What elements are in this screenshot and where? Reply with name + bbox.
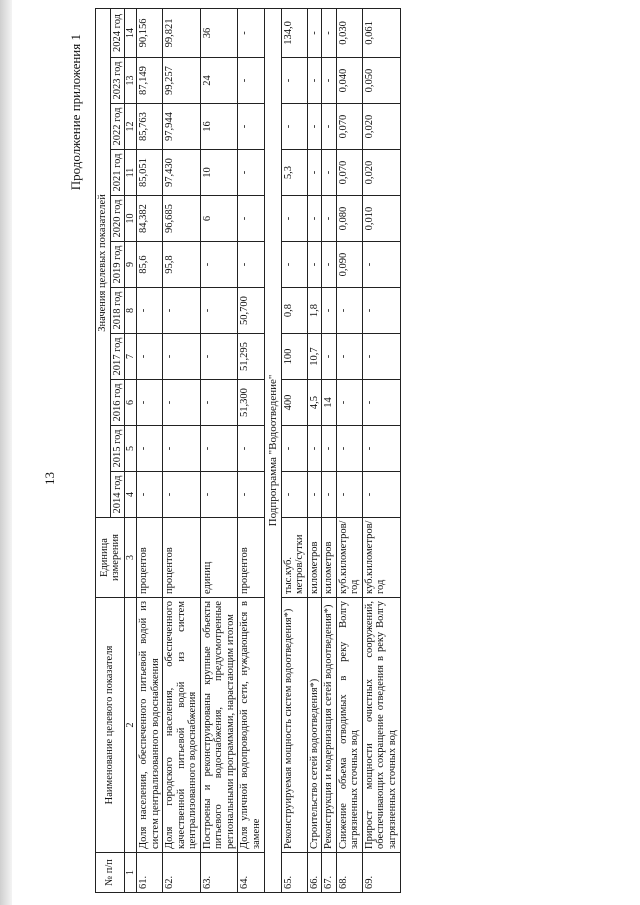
indicator-value: - — [307, 472, 322, 518]
indicator-value: 99,257 — [163, 58, 201, 104]
header-year: 2023 год — [110, 58, 125, 104]
indicator-value: 0,080 — [336, 196, 362, 242]
page-number: 13 — [42, 472, 57, 485]
indicator-value: - — [281, 242, 307, 288]
table-row — [238, 8, 264, 892]
row-number: 62. — [163, 853, 201, 893]
indicator-value: - — [163, 426, 201, 472]
indicator-value: - — [281, 472, 307, 518]
indicator-value: - — [200, 242, 238, 288]
indicator-value: 0,010 — [362, 196, 400, 242]
indicator-name: Построены и реконструированы крупные объекты питьевого водоснабжения, предусмотренные региональными программами, нарастающим итогом — [200, 598, 238, 853]
indicator-value: - — [322, 104, 337, 150]
indicator-value: 84,382 — [137, 196, 163, 242]
indicator-value: - — [200, 334, 238, 380]
header-col-number: 13 — [125, 58, 137, 104]
table-row — [163, 8, 201, 892]
indicator-value: - — [336, 288, 362, 334]
indicator-value: - — [362, 288, 400, 334]
indicator-value: - — [307, 242, 322, 288]
row-number: 69. — [362, 853, 400, 893]
indicator-value: - — [238, 242, 264, 288]
subprogram-title: Подпрограмма "Водоотведение" — [264, 8, 281, 892]
indicator-value: - — [238, 150, 264, 196]
indicator-value: 85,6 — [137, 242, 163, 288]
indicator-value: 85,763 — [137, 104, 163, 150]
indicator-value: - — [137, 426, 163, 472]
indicator-unit: тыс.куб. метров/сутки — [281, 518, 307, 598]
table-row — [322, 8, 337, 892]
row-number: 64. — [238, 853, 264, 893]
header-year: 2022 год — [110, 104, 125, 150]
indicator-value: 0,030 — [336, 8, 362, 57]
indicator-value: 5,3 — [281, 150, 307, 196]
indicator-value: 96,685 — [163, 196, 201, 242]
indicator-value: - — [322, 242, 337, 288]
indicator-value: - — [281, 426, 307, 472]
indicator-value: 24 — [200, 58, 238, 104]
indicator-value: - — [362, 380, 400, 426]
indicator-value: - — [362, 242, 400, 288]
indicator-value: - — [238, 8, 264, 57]
indicator-value: 97,430 — [163, 150, 201, 196]
header-year: 2024 год — [110, 8, 125, 57]
header-unit: Единица измерения — [96, 518, 125, 598]
indicator-value: 10 — [200, 150, 238, 196]
header-year: 2019 год — [110, 242, 125, 288]
header-year: 2021 год — [110, 150, 125, 196]
indicator-value: 87,149 — [137, 58, 163, 104]
indicator-value: 10,7 — [307, 334, 322, 380]
indicator-name: Реконструкция и модернизация сетей водоотведения*) — [322, 598, 337, 853]
indicator-value: 85,051 — [137, 150, 163, 196]
row-number: 63. — [200, 853, 238, 893]
header-year: 2016 год — [110, 380, 125, 426]
row-number: 66. — [307, 853, 322, 893]
header-col-number: 9 — [125, 242, 137, 288]
indicator-unit: километров — [322, 518, 337, 598]
indicator-value: - — [307, 104, 322, 150]
indicator-value: 0,061 — [362, 8, 400, 57]
table-row — [137, 8, 163, 892]
indicator-value: - — [163, 334, 201, 380]
indicator-name: Доля городского населения, обеспеченного качественной питьевой водой из систем централизованного водоснабжения — [163, 598, 201, 853]
table-row — [336, 8, 362, 892]
indicator-value: - — [137, 472, 163, 518]
header-col-number: 2 — [125, 598, 137, 853]
indicator-value: 4,5 — [307, 380, 322, 426]
indicator-value: 1,8 — [307, 288, 322, 334]
indicator-value: - — [322, 196, 337, 242]
row-number: 61. — [137, 853, 163, 893]
indicator-unit: километров — [307, 518, 322, 598]
indicator-value: 0,070 — [336, 150, 362, 196]
indicator-value: - — [238, 472, 264, 518]
indicator-value: - — [307, 426, 322, 472]
header-col-number: 7 — [125, 334, 137, 380]
indicator-value: - — [307, 150, 322, 196]
header-col-number: 14 — [125, 8, 137, 57]
indicator-value: - — [137, 288, 163, 334]
indicator-value: - — [200, 288, 238, 334]
indicator-unit: куб.километров/год — [362, 518, 400, 598]
indicator-value: 400 — [281, 380, 307, 426]
indicator-value: - — [281, 196, 307, 242]
indicator-value: 51,295 — [238, 334, 264, 380]
indicator-name: Доля населения, обеспеченного питьевой водой из систем централизованного водоснабжения — [137, 598, 163, 853]
indicator-name: Строительство сетей водоотведения*) — [307, 598, 322, 853]
indicator-value: 0,8 — [281, 288, 307, 334]
target-indicators-table — [95, 8, 401, 893]
indicator-name: Реконструируемая мощность систем водоотведения*) — [281, 598, 307, 853]
indicator-name: Доля уличной водопроводной сети, нуждающейся в замене — [238, 598, 264, 853]
indicator-value: 100 — [281, 334, 307, 380]
continuation-label: Продолжение приложения 1 — [68, 34, 83, 191]
table-row — [307, 8, 322, 892]
indicator-value: - — [238, 426, 264, 472]
indicator-value: 14 — [322, 380, 337, 426]
header-col-number: 5 — [125, 426, 137, 472]
header-values-group: Значения целевых показателей — [96, 8, 111, 517]
indicator-value: - — [322, 334, 337, 380]
indicator-value: 0,020 — [362, 150, 400, 196]
indicator-value: 6 — [200, 196, 238, 242]
header-year: 2020 год — [110, 196, 125, 242]
header-col-number: 11 — [125, 150, 137, 196]
header-col-number: 1 — [125, 853, 137, 893]
indicator-value: 16 — [200, 104, 238, 150]
indicator-value: 0,090 — [336, 242, 362, 288]
indicator-value: - — [362, 426, 400, 472]
indicator-unit: процентов — [163, 518, 201, 598]
header-col-number: 4 — [125, 472, 137, 518]
indicator-value: - — [163, 472, 201, 518]
table-row — [362, 8, 400, 892]
indicator-value: - — [163, 380, 201, 426]
indicator-value: 0,040 — [336, 58, 362, 104]
indicator-value: - — [322, 426, 337, 472]
indicator-value: - — [336, 426, 362, 472]
indicator-value: - — [137, 334, 163, 380]
indicator-value: - — [322, 58, 337, 104]
indicator-name: Прирост мощности очистных сооружений, обеспечивающих сокращение отведения в реку Волгу загрязненных сточных вод — [362, 598, 400, 853]
indicator-value: - — [307, 8, 322, 57]
indicator-value: 97,944 — [163, 104, 201, 150]
indicator-value: - — [307, 196, 322, 242]
header-col-number: 3 — [125, 518, 137, 598]
indicator-value: - — [238, 104, 264, 150]
header-year: 2017 год — [110, 334, 125, 380]
indicator-value: - — [336, 334, 362, 380]
indicator-value: - — [322, 150, 337, 196]
indicator-value: - — [362, 472, 400, 518]
header-year: 2018 год — [110, 288, 125, 334]
header-col-number: 12 — [125, 104, 137, 150]
header-num: № п/п — [96, 853, 125, 893]
row-number: 67. — [322, 853, 337, 893]
indicator-value: 0,070 — [336, 104, 362, 150]
indicator-value: - — [336, 472, 362, 518]
table-row — [200, 8, 238, 892]
indicator-value: - — [322, 472, 337, 518]
indicator-value: 0,050 — [362, 58, 400, 104]
indicator-value: 95,8 — [163, 242, 201, 288]
indicator-value: - — [238, 58, 264, 104]
row-number: 65. — [281, 853, 307, 893]
indicator-value: - — [238, 196, 264, 242]
indicator-value: - — [281, 58, 307, 104]
row-number: 68. — [336, 853, 362, 893]
indicator-value: - — [322, 8, 337, 57]
header-name: Наименование целевого показателя — [96, 598, 125, 853]
indicator-value: - — [200, 472, 238, 518]
table-row — [281, 8, 307, 892]
header-year: 2014 год — [110, 472, 125, 518]
header-col-number: 10 — [125, 196, 137, 242]
indicator-value: 134,0 — [281, 8, 307, 57]
indicator-value: 50,700 — [238, 288, 264, 334]
indicator-unit: процентов — [137, 518, 163, 598]
indicator-value: - — [362, 334, 400, 380]
indicator-unit: процентов — [238, 518, 264, 598]
indicator-unit: куб.километров/год — [336, 518, 362, 598]
indicator-value: - — [307, 58, 322, 104]
indicator-value: - — [163, 288, 201, 334]
indicator-value: - — [336, 380, 362, 426]
indicator-value: - — [200, 426, 238, 472]
indicator-value: - — [281, 104, 307, 150]
indicator-value: 51,300 — [238, 380, 264, 426]
indicator-value: 0,020 — [362, 104, 400, 150]
header-year: 2015 год — [110, 426, 125, 472]
indicator-value: - — [137, 380, 163, 426]
indicator-value: 99,821 — [163, 8, 201, 57]
indicator-unit: единиц — [200, 518, 238, 598]
indicator-value: - — [322, 288, 337, 334]
indicator-value: 90,156 — [137, 8, 163, 57]
indicator-value: 36 — [200, 8, 238, 57]
header-col-number: 6 — [125, 380, 137, 426]
header-col-number: 8 — [125, 288, 137, 334]
indicator-value: - — [200, 380, 238, 426]
indicator-name: Снижение объема отводимых в реку Волгу загрязненных сточных вод — [336, 598, 362, 853]
